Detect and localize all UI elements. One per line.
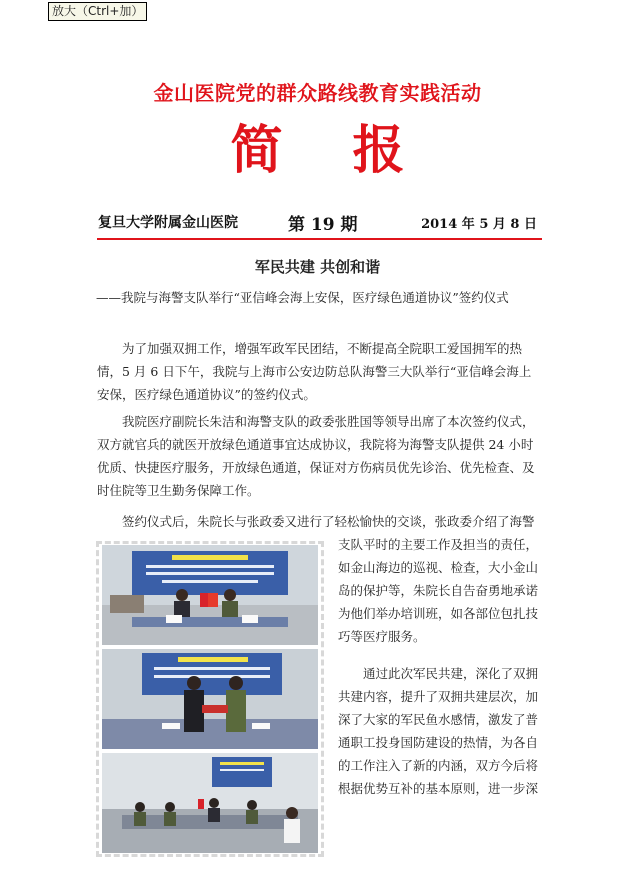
article-title: 军民共建 共创和谐 xyxy=(254,258,381,276)
photo-handshake-image xyxy=(102,649,318,749)
issue-bar xyxy=(98,210,543,238)
paragraph-3-rest: 支队平时的主要工作及担当的责任，如金山海边的巡视、检查，大小金山岛的保护等，朱院长自告奋勇地承诺为他们举办培训班，如各部位包扎技巧等医疗服务。 xyxy=(338,537,539,644)
issue-date: 2014 年 5 月 8 日 xyxy=(421,217,537,232)
zoom-button[interactable]: 放大（Ctrl+加） xyxy=(48,2,147,21)
publisher-name: 复旦大学附属金山医院 xyxy=(98,215,238,231)
photo-meeting-room xyxy=(102,753,318,853)
paragraph-3-first-line: 签约仪式后，朱院长与张政委又进行了轻松愉快的交谈，张政委介绍了海警 xyxy=(122,514,535,529)
article-subtitle: ——我院与海警支队举行“亚信峰会海上安保，医疗绿色通道协议”签约仪式 xyxy=(96,290,509,305)
header-divider xyxy=(97,238,542,240)
paragraph-1: 为了加强双拥工作，增强军政军民团结，不断提高全院职工爱国拥军的热情，5 月 6 日下午，我院与上海市公安边防总队海警三大队举行“亚信峰会海上安保，医疗绿色通道协议”的签约仪式。 xyxy=(97,341,532,402)
photo-signing-table-image xyxy=(102,545,318,645)
photo-signing-table xyxy=(102,545,318,645)
organization-title: 金山医院党的群众路线教育实践活动 xyxy=(153,81,482,105)
paragraph-4: 通过此次军民共建，深化了双拥共建内容，提升了双拥共建层次，加深了大家的军民鱼水感情，激发了普通职工投身国防建设的热情，为各自的工作注入了新的内涵，双方今后将根据优势互补的基本原则，进一步深 xyxy=(338,666,539,796)
issue-number: 第 19 期 xyxy=(288,215,358,235)
photo-meeting-room-image xyxy=(102,753,318,853)
photo-handshake xyxy=(102,649,318,749)
bulletin-title: 简报 xyxy=(230,120,475,181)
photo-collage xyxy=(96,541,324,857)
paragraph-2: 我院医疗副院长朱洁和海警支队的政委张胜国等领导出席了本次签约仪式，双方就官兵的就医开放绿色通道事宜达成协议，我院将为海警支队提供 24 小时优质、快捷医疗服务，开放绿色通道，保证对方伤病员优先诊治、优先检查、及时住院等卫生勤务保障工作。 xyxy=(97,414,535,498)
